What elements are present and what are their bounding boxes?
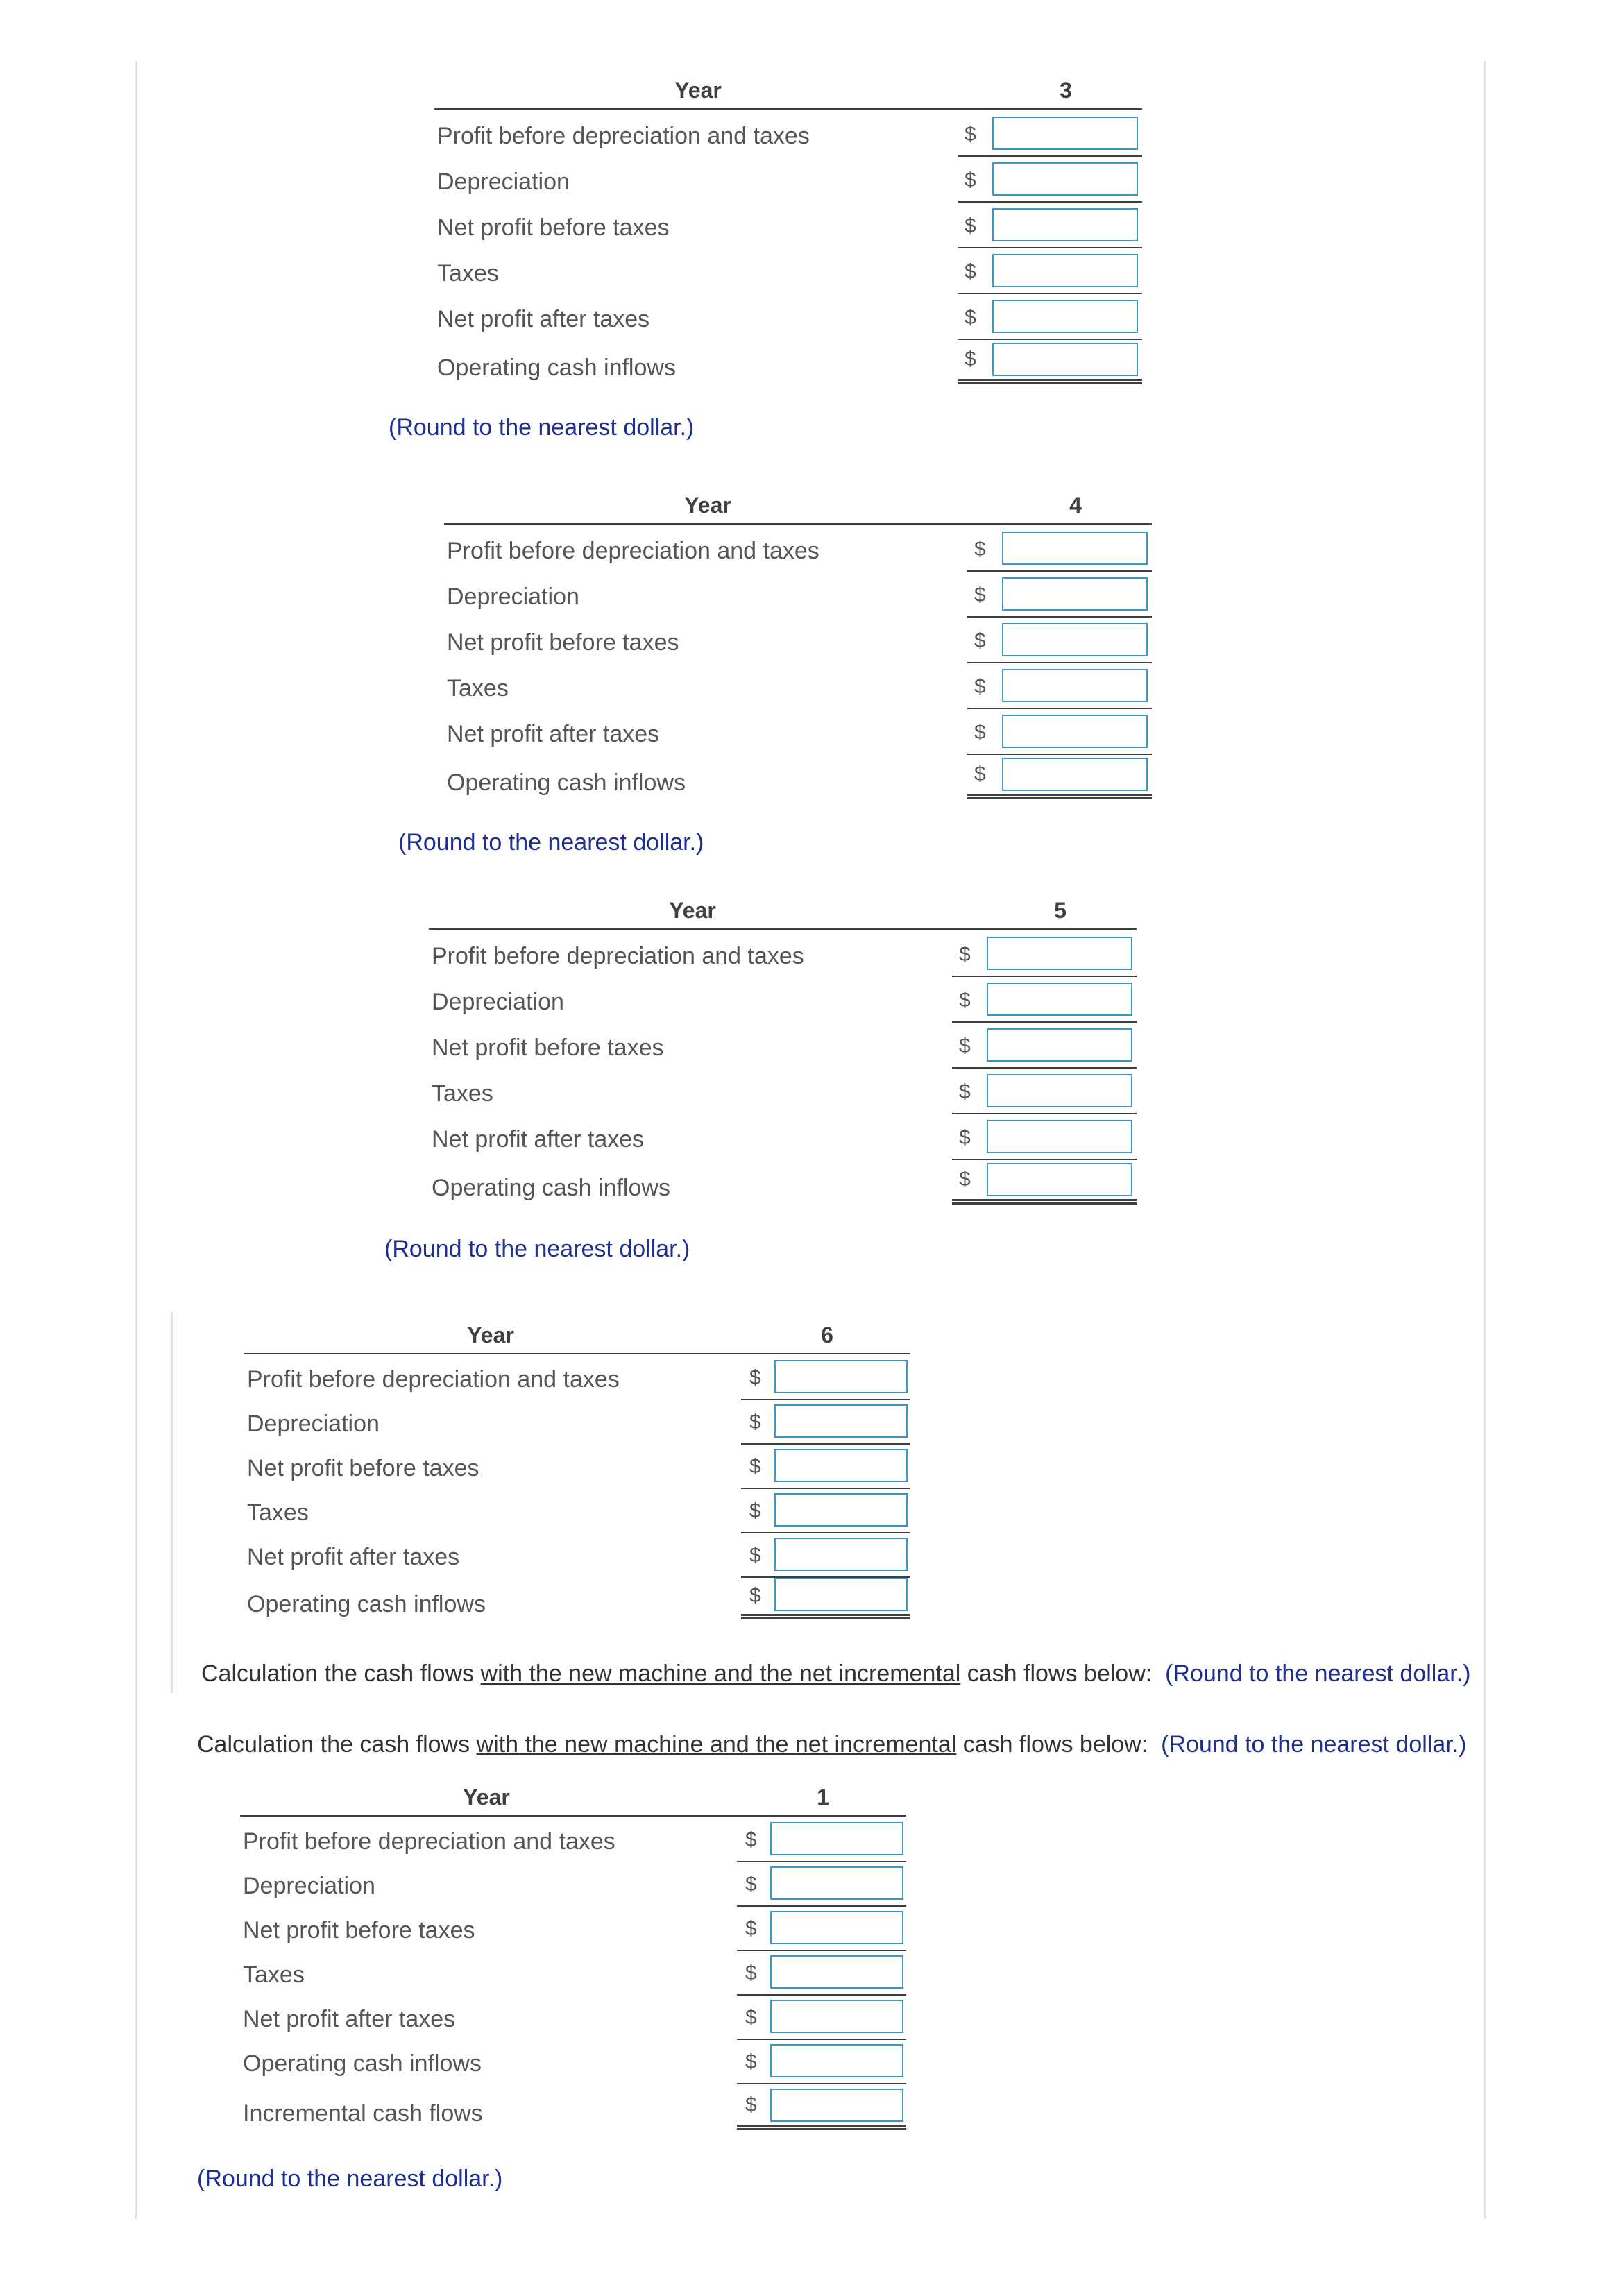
cash-flow-table-year-6: [244, 1321, 910, 1633]
operating-cash-inflows-input[interactable]: [774, 1578, 908, 1611]
dollar-sign: $: [959, 1080, 971, 1103]
row-rule: [952, 1021, 1137, 1023]
row-rule: [958, 339, 1142, 340]
dollar-sign: $: [745, 2093, 757, 2116]
total-double-rule: [958, 379, 1142, 384]
row-rule: [952, 976, 1137, 977]
row-rule: [967, 708, 1152, 709]
instruction-prefix: Calculation the cash flows: [201, 1660, 481, 1687]
table-row: [240, 1951, 906, 1997]
row-rule: [967, 616, 1152, 618]
row-label: Profit before depreciation and taxes: [447, 538, 819, 564]
round-note: (Round to the nearest dollar.): [398, 829, 704, 856]
table-row: [244, 1356, 910, 1402]
dollar-sign: $: [959, 943, 971, 966]
table-row: [240, 2040, 906, 2086]
cash-flow-table-year-1: [240, 1783, 906, 2158]
net-profit-after-taxes-input[interactable]: [774, 1538, 908, 1571]
year-header: Year: [684, 493, 731, 518]
table-row: [244, 1581, 910, 1626]
operating-cash-inflows-input[interactable]: [987, 1163, 1132, 1196]
year-header: Year: [467, 1323, 514, 1347]
net-profit-after-taxes-input[interactable]: [770, 2000, 903, 2033]
table-row: [444, 619, 1152, 665]
instruction-suffix: cash flows below:: [956, 1731, 1148, 1758]
taxes-input[interactable]: [774, 1493, 908, 1527]
dollar-sign: $: [959, 989, 971, 1012]
table-row: [244, 1400, 910, 1446]
profit-before-depreciation-input[interactable]: [774, 1360, 908, 1393]
row-label: Operating cash inflows: [247, 1591, 486, 1617]
table-row: [444, 573, 1152, 619]
row-label: Net profit before taxes: [432, 1035, 664, 1061]
table-row: [444, 665, 1152, 711]
dollar-sign: $: [745, 1828, 757, 1851]
row-label: Taxes: [432, 1080, 493, 1107]
row-rule: [952, 1159, 1137, 1160]
round-note: (Round to the nearest dollar.): [197, 2166, 503, 2192]
table-row: [240, 1907, 906, 1953]
year-header: Year: [669, 898, 716, 923]
net-profit-after-taxes-input[interactable]: [1002, 715, 1148, 748]
row-label: Operating cash inflows: [432, 1175, 670, 1201]
row-rule: [958, 293, 1142, 294]
header-rule: [444, 523, 1152, 525]
header-rule: [240, 1815, 906, 1817]
dollar-sign: $: [965, 123, 976, 146]
table-row: [244, 1533, 910, 1579]
year-header: Year: [463, 1785, 510, 1810]
row-label: Profit before depreciation and taxes: [437, 123, 810, 149]
dollar-sign: $: [749, 1544, 761, 1567]
taxes-input[interactable]: [1002, 669, 1148, 702]
table-row: [429, 933, 1137, 978]
total-double-rule: [737, 2125, 906, 2130]
dollar-sign: $: [745, 1962, 757, 1984]
depreciation-input[interactable]: [774, 1404, 908, 1438]
dollar-sign: $: [959, 1126, 971, 1149]
year-number: 5: [1054, 898, 1067, 923]
profit-before-depreciation-input[interactable]: [992, 117, 1138, 150]
section-border-left: [171, 1311, 173, 1693]
row-label: Taxes: [243, 1962, 305, 1988]
row-label: Taxes: [447, 675, 509, 701]
row-rule: [967, 570, 1152, 572]
table-row: [444, 527, 1152, 573]
total-double-rule: [952, 1199, 1137, 1205]
depreciation-input[interactable]: [987, 983, 1132, 1016]
instruction-underlined: with the new machine and the net incremental: [480, 1660, 961, 1687]
page-border-left: [135, 61, 137, 2219]
profit-before-depreciation-input[interactable]: [1002, 532, 1148, 565]
instruction-prefix: Calculation the cash flows: [197, 1731, 477, 1758]
dollar-sign: $: [749, 1455, 761, 1478]
taxes-input[interactable]: [992, 254, 1138, 287]
depreciation-input[interactable]: [770, 1866, 903, 1900]
dollar-sign: $: [965, 169, 976, 192]
operating-cash-inflows-input[interactable]: [770, 2044, 903, 2077]
table-row: [429, 978, 1137, 1024]
row-rule: [967, 754, 1152, 755]
profit-before-depreciation-input[interactable]: [770, 1822, 903, 1855]
table-row: [434, 296, 1142, 341]
dollar-sign: $: [974, 721, 986, 744]
dollar-sign: $: [974, 675, 986, 698]
dollar-sign: $: [749, 1411, 761, 1434]
row-rule: [967, 662, 1152, 663]
row-label: Operating cash inflows: [243, 2050, 482, 2077]
year-number: 4: [1069, 493, 1082, 518]
table-row: [434, 204, 1142, 250]
dollar-sign: $: [965, 348, 976, 371]
net-profit-before-taxes-input[interactable]: [987, 1028, 1132, 1062]
instruction-text-2: [197, 1730, 1466, 1758]
net-profit-before-taxes-input[interactable]: [770, 1911, 903, 1944]
row-rule: [958, 155, 1142, 157]
dollar-sign: $: [749, 1366, 761, 1389]
table-row: [240, 1996, 906, 2041]
row-label: Taxes: [437, 260, 499, 287]
table-row: [244, 1489, 910, 1535]
header-rule: [429, 928, 1137, 930]
row-label: Depreciation: [437, 169, 570, 195]
net-profit-before-taxes-input[interactable]: [992, 208, 1138, 241]
round-note: (Round to the nearest dollar.): [389, 414, 695, 441]
instruction-text-1: [201, 1660, 1470, 1687]
row-label: Net profit before taxes: [247, 1455, 479, 1481]
year-header: Year: [674, 78, 722, 103]
table-row: [434, 344, 1142, 390]
operating-cash-inflows-input[interactable]: [992, 343, 1138, 376]
year-number: 1: [817, 1785, 829, 1810]
row-rule: [952, 1067, 1137, 1069]
row-label: Depreciation: [243, 1873, 375, 1899]
table-row: [244, 1445, 910, 1490]
row-label: Net profit after taxes: [432, 1126, 645, 1153]
total-double-rule: [741, 1614, 910, 1619]
dollar-sign: $: [974, 763, 986, 785]
row-label: Taxes: [247, 1499, 309, 1526]
dollar-sign: $: [745, 2050, 757, 2073]
dollar-sign: $: [745, 2006, 757, 2029]
instruction-suffix: cash flows below:: [960, 1660, 1153, 1687]
net-profit-before-taxes-input[interactable]: [774, 1449, 908, 1482]
table-row: [240, 1862, 906, 1908]
row-label: Net profit before taxes: [447, 629, 679, 656]
dollar-sign: $: [965, 260, 976, 283]
round-note: (Round to the nearest dollar.): [384, 1236, 690, 1262]
row-label: Net profit after taxes: [243, 2006, 456, 2032]
header-rule: [434, 108, 1142, 110]
row-label: Operating cash inflows: [447, 769, 686, 796]
table-row: [429, 1024, 1137, 1070]
row-label: Depreciation: [447, 584, 579, 610]
dollar-sign: $: [749, 1499, 761, 1522]
dollar-sign: $: [745, 1917, 757, 1940]
row-rule: [952, 1113, 1137, 1114]
instruction-underlined: with the new machine and the net incremental: [476, 1731, 957, 1758]
year-number: 3: [1060, 78, 1072, 103]
row-rule: [958, 247, 1142, 248]
depreciation-input[interactable]: [992, 162, 1138, 196]
page-border-right: [1484, 61, 1486, 2219]
table-row: [240, 2090, 906, 2136]
row-rule: [958, 201, 1142, 203]
table-row: [429, 1070, 1137, 1116]
table-row: [434, 112, 1142, 158]
taxes-input[interactable]: [770, 1955, 903, 1989]
header-rule: [244, 1353, 910, 1354]
dollar-sign: $: [965, 214, 976, 237]
cash-flow-table-year-5: [429, 896, 1137, 1223]
row-label: Profit before depreciation and taxes: [432, 943, 804, 969]
row-label: Net profit after taxes: [447, 721, 660, 747]
year-number: 6: [821, 1323, 833, 1347]
row-rule: [737, 2083, 906, 2084]
cash-flow-table-year-3: [434, 76, 1142, 402]
cash-flow-table-year-4: [444, 491, 1152, 817]
net-profit-before-taxes-input[interactable]: [1002, 623, 1148, 656]
dollar-sign: $: [974, 538, 986, 561]
dollar-sign: $: [749, 1584, 761, 1607]
table-row: [429, 1116, 1137, 1162]
round-note: (Round to the nearest dollar.): [1161, 1731, 1467, 1758]
row-label: Net profit before taxes: [243, 1917, 475, 1944]
round-note: (Round to the nearest dollar.): [1165, 1660, 1471, 1687]
row-label: Depreciation: [432, 989, 564, 1015]
row-label: Depreciation: [247, 1411, 380, 1437]
table-row: [434, 158, 1142, 204]
net-profit-after-taxes-input[interactable]: [987, 1120, 1132, 1153]
table-row: [444, 759, 1152, 805]
dollar-sign: $: [745, 1873, 757, 1896]
taxes-input[interactable]: [987, 1074, 1132, 1107]
row-label: Operating cash inflows: [437, 355, 676, 381]
dollar-sign: $: [974, 584, 986, 606]
depreciation-input[interactable]: [1002, 577, 1148, 611]
table-row: [240, 1818, 906, 1864]
operating-cash-inflows-input[interactable]: [1002, 758, 1148, 791]
row-label: Net profit after taxes: [437, 306, 650, 332]
dollar-sign: $: [974, 629, 986, 652]
row-label: Profit before depreciation and taxes: [247, 1366, 620, 1393]
profit-before-depreciation-input[interactable]: [987, 937, 1132, 970]
row-label: Profit before depreciation and taxes: [243, 1828, 615, 1855]
table-row: [429, 1164, 1137, 1210]
incremental-cash-flows-input[interactable]: [770, 2089, 903, 2122]
table-row: [434, 250, 1142, 296]
row-label: Net profit after taxes: [247, 1544, 460, 1570]
row-label: Net profit before taxes: [437, 214, 670, 241]
total-double-rule: [967, 794, 1152, 799]
net-profit-after-taxes-input[interactable]: [992, 300, 1138, 333]
table-row: [444, 711, 1152, 756]
dollar-sign: $: [959, 1035, 971, 1057]
row-label: Incremental cash flows: [243, 2100, 483, 2127]
dollar-sign: $: [965, 306, 976, 329]
dollar-sign: $: [959, 1168, 971, 1191]
